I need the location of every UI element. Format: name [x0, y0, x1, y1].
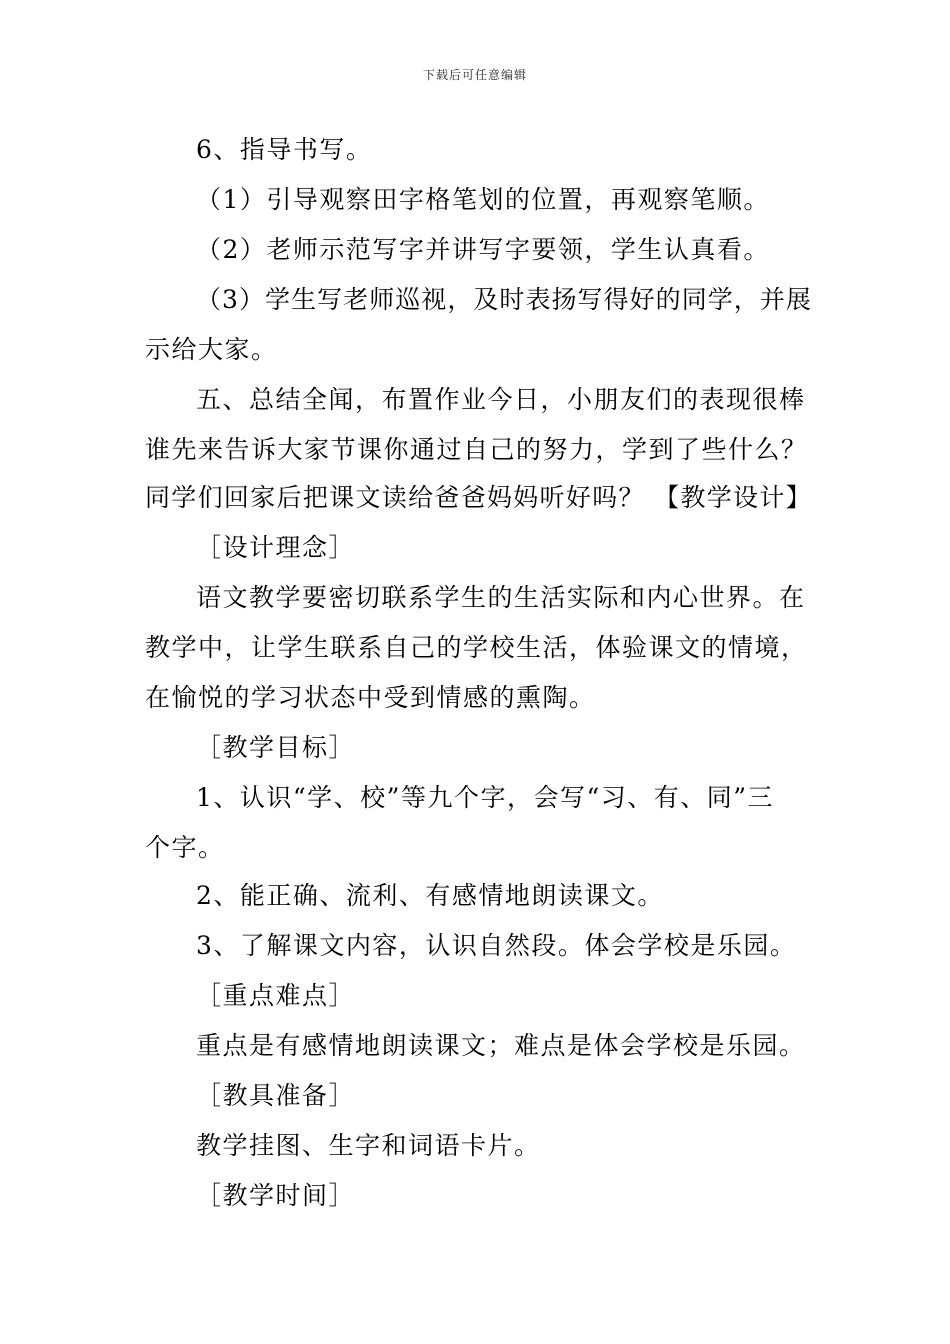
text-line: 同学们回家后把课文读给爸爸妈妈听好吗？ 【教学设计】: [145, 483, 812, 512]
text-line: 重点是有感情地朗读课文；难点是体会学校是乐园。: [196, 1031, 806, 1060]
section-heading: ［教具准备］: [196, 1081, 356, 1110]
text-line: 3、了解课文内容，认识自然段。体会学校是乐园。: [196, 931, 797, 960]
text-line: 语文教学要密切联系学生的生活实际和内心世界。在: [196, 583, 806, 612]
text-line: 教学中，让学生联系自己的学校生活，体验课文的情境，: [145, 633, 808, 662]
section-heading: ［教学目标］: [196, 733, 356, 762]
text-line: 1、认识“学、校”等九个字，会写“习、有、同”三: [196, 783, 775, 812]
text-line: （1）引导观察田字格笔划的位置，再观察笔顺。: [196, 185, 770, 214]
text-line: （2）老师示范写字并讲写字要领，学生认真看。: [196, 235, 770, 264]
text-line: 个字。: [145, 833, 225, 862]
text-line: 2、能正确、流利、有感情地朗读课文。: [196, 881, 664, 910]
text-line: 五、总结全闻，布置作业今日，小朋友们的表现很棒: [196, 385, 806, 414]
page-header: 下载后可任意编辑: [422, 68, 527, 82]
text-line: （3）学生写老师巡视，及时表扬写得好的同学，并展: [196, 285, 812, 314]
text-line: 示给大家。: [145, 335, 278, 364]
text-line: 教学挂图、生字和词语卡片。: [196, 1131, 541, 1160]
section-heading: ［教学时间］: [196, 1181, 356, 1210]
text-line: 在愉悦的学习状态中受到情感的熏陶。: [145, 683, 596, 712]
text-line: 6、指导书写。: [196, 135, 373, 164]
section-heading: ［设计理念］: [196, 533, 356, 562]
text-line: 谁先来告诉大家节课你通过自己的努力，学到了些什么？: [145, 435, 808, 464]
section-heading: ［重点难点］: [196, 981, 356, 1010]
